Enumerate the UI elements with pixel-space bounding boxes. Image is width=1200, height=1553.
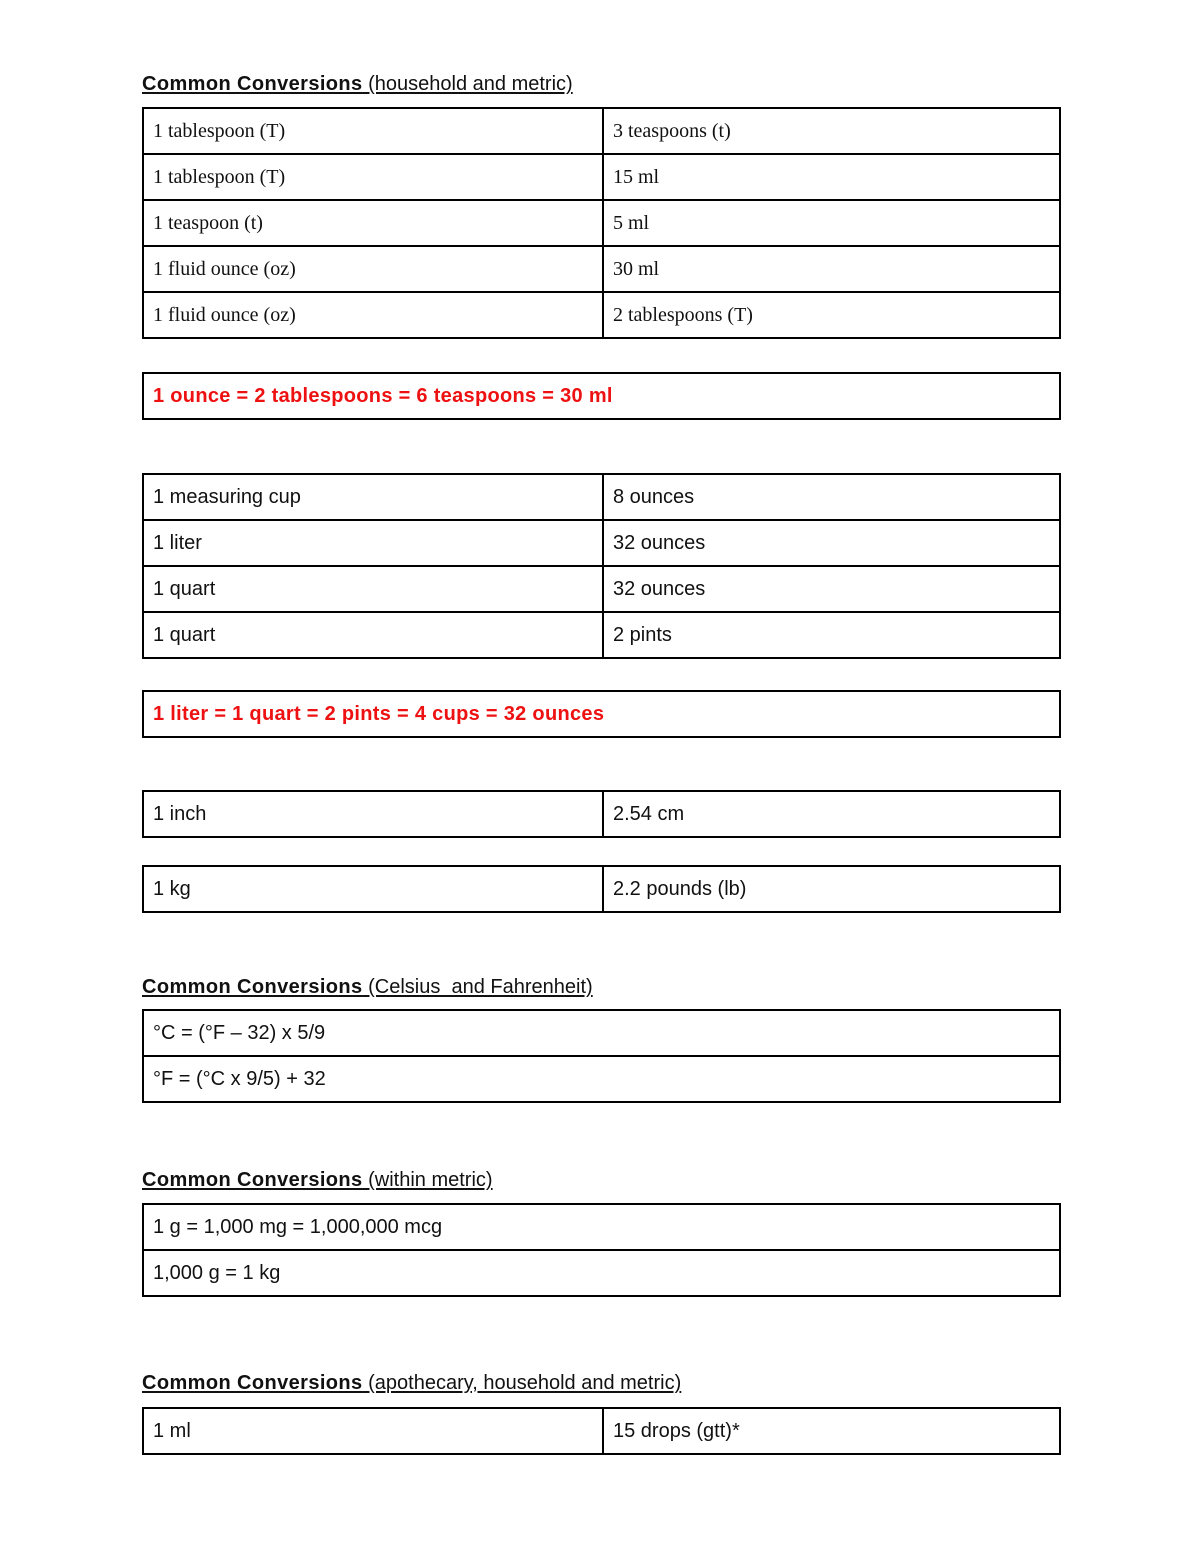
- summary-box-ounce: [142, 372, 1061, 420]
- table-row: [143, 566, 1060, 612]
- table-temperature: [142, 1009, 1061, 1103]
- table-within-metric: [142, 1203, 1061, 1297]
- cell-to: 15 ml: [603, 154, 1060, 200]
- table-row: [143, 292, 1060, 338]
- heading-subtitle: (Celsius and Fahrenheit): [362, 976, 593, 998]
- formula-fahrenheit: °F = (°C x 9/5) + 32: [143, 1056, 1060, 1102]
- heading-household-metric: [142, 72, 573, 96]
- formula-celsius: °C = (°F – 32) x 5/9: [143, 1010, 1060, 1056]
- cell-to: 3 teaspoons (t): [603, 108, 1060, 154]
- heading-title: Common Conversions: [142, 976, 363, 998]
- table-weight: [142, 865, 1061, 913]
- table-row: [143, 1250, 1060, 1296]
- cell-from: 1 fluid ounce (oz): [143, 292, 603, 338]
- table-row: [143, 474, 1060, 520]
- table-row: [143, 108, 1060, 154]
- table-volume: [142, 473, 1061, 659]
- table-row: [143, 1056, 1060, 1102]
- table-row: [143, 520, 1060, 566]
- cell-to: 8 ounces: [603, 474, 1060, 520]
- heading-temperature: [142, 975, 593, 999]
- metric-gram-row: 1 g = 1,000 mg = 1,000,000 mcg: [143, 1204, 1060, 1250]
- cell-to: 5 ml: [603, 200, 1060, 246]
- cell-to: 15 drops (gtt)*: [603, 1408, 1060, 1454]
- summary-text: 1 ounce = 2 tablespoons = 6 teaspoons = 30 ml: [143, 373, 1060, 419]
- table-row: [143, 373, 1060, 419]
- heading-title: Common Conversions: [142, 1372, 363, 1394]
- cell-from: 1 inch: [143, 791, 603, 837]
- cell-to: 2 pints: [603, 612, 1060, 658]
- cell-from: 1 measuring cup: [143, 474, 603, 520]
- cell-from: 1 teaspoon (t): [143, 200, 603, 246]
- heading-within-metric: [142, 1168, 493, 1192]
- cell-from: 1 tablespoon (T): [143, 108, 603, 154]
- heading-subtitle: (household and metric): [362, 73, 573, 95]
- cell-to: 2 tablespoons (T): [603, 292, 1060, 338]
- cell-from: 1 kg: [143, 866, 603, 912]
- cell-to: 32 ounces: [603, 520, 1060, 566]
- cell-from: 1 ml: [143, 1408, 603, 1454]
- summary-text: 1 liter = 1 quart = 2 pints = 4 cups = 32 ounces: [143, 691, 1060, 737]
- cell-to: 30 ml: [603, 246, 1060, 292]
- table-row: [143, 200, 1060, 246]
- table-row: [143, 791, 1060, 837]
- table-row: [143, 1204, 1060, 1250]
- table-apothecary: [142, 1407, 1061, 1455]
- summary-box-liter: [142, 690, 1061, 738]
- table-length: [142, 790, 1061, 838]
- table-household-metric: [142, 107, 1061, 339]
- metric-kilogram-row: 1,000 g = 1 kg: [143, 1250, 1060, 1296]
- table-row: [143, 1010, 1060, 1056]
- cell-from: 1 tablespoon (T): [143, 154, 603, 200]
- cell-to: 2.54 cm: [603, 791, 1060, 837]
- cell-from: 1 liter: [143, 520, 603, 566]
- cell-to: 32 ounces: [603, 566, 1060, 612]
- table-row: [143, 612, 1060, 658]
- table-row: [143, 154, 1060, 200]
- heading-subtitle: (within metric): [362, 1169, 493, 1191]
- heading-subtitle: (apothecary, household and metric): [362, 1372, 682, 1394]
- heading-apothecary: [142, 1371, 681, 1395]
- heading-title: Common Conversions: [142, 1169, 363, 1191]
- cell-to: 2.2 pounds (lb): [603, 866, 1060, 912]
- heading-title: Common Conversions: [142, 73, 363, 95]
- table-row: [143, 246, 1060, 292]
- table-row: [143, 866, 1060, 912]
- table-row: [143, 1408, 1060, 1454]
- cell-from: 1 quart: [143, 612, 603, 658]
- cell-from: 1 fluid ounce (oz): [143, 246, 603, 292]
- table-row: [143, 691, 1060, 737]
- cell-from: 1 quart: [143, 566, 603, 612]
